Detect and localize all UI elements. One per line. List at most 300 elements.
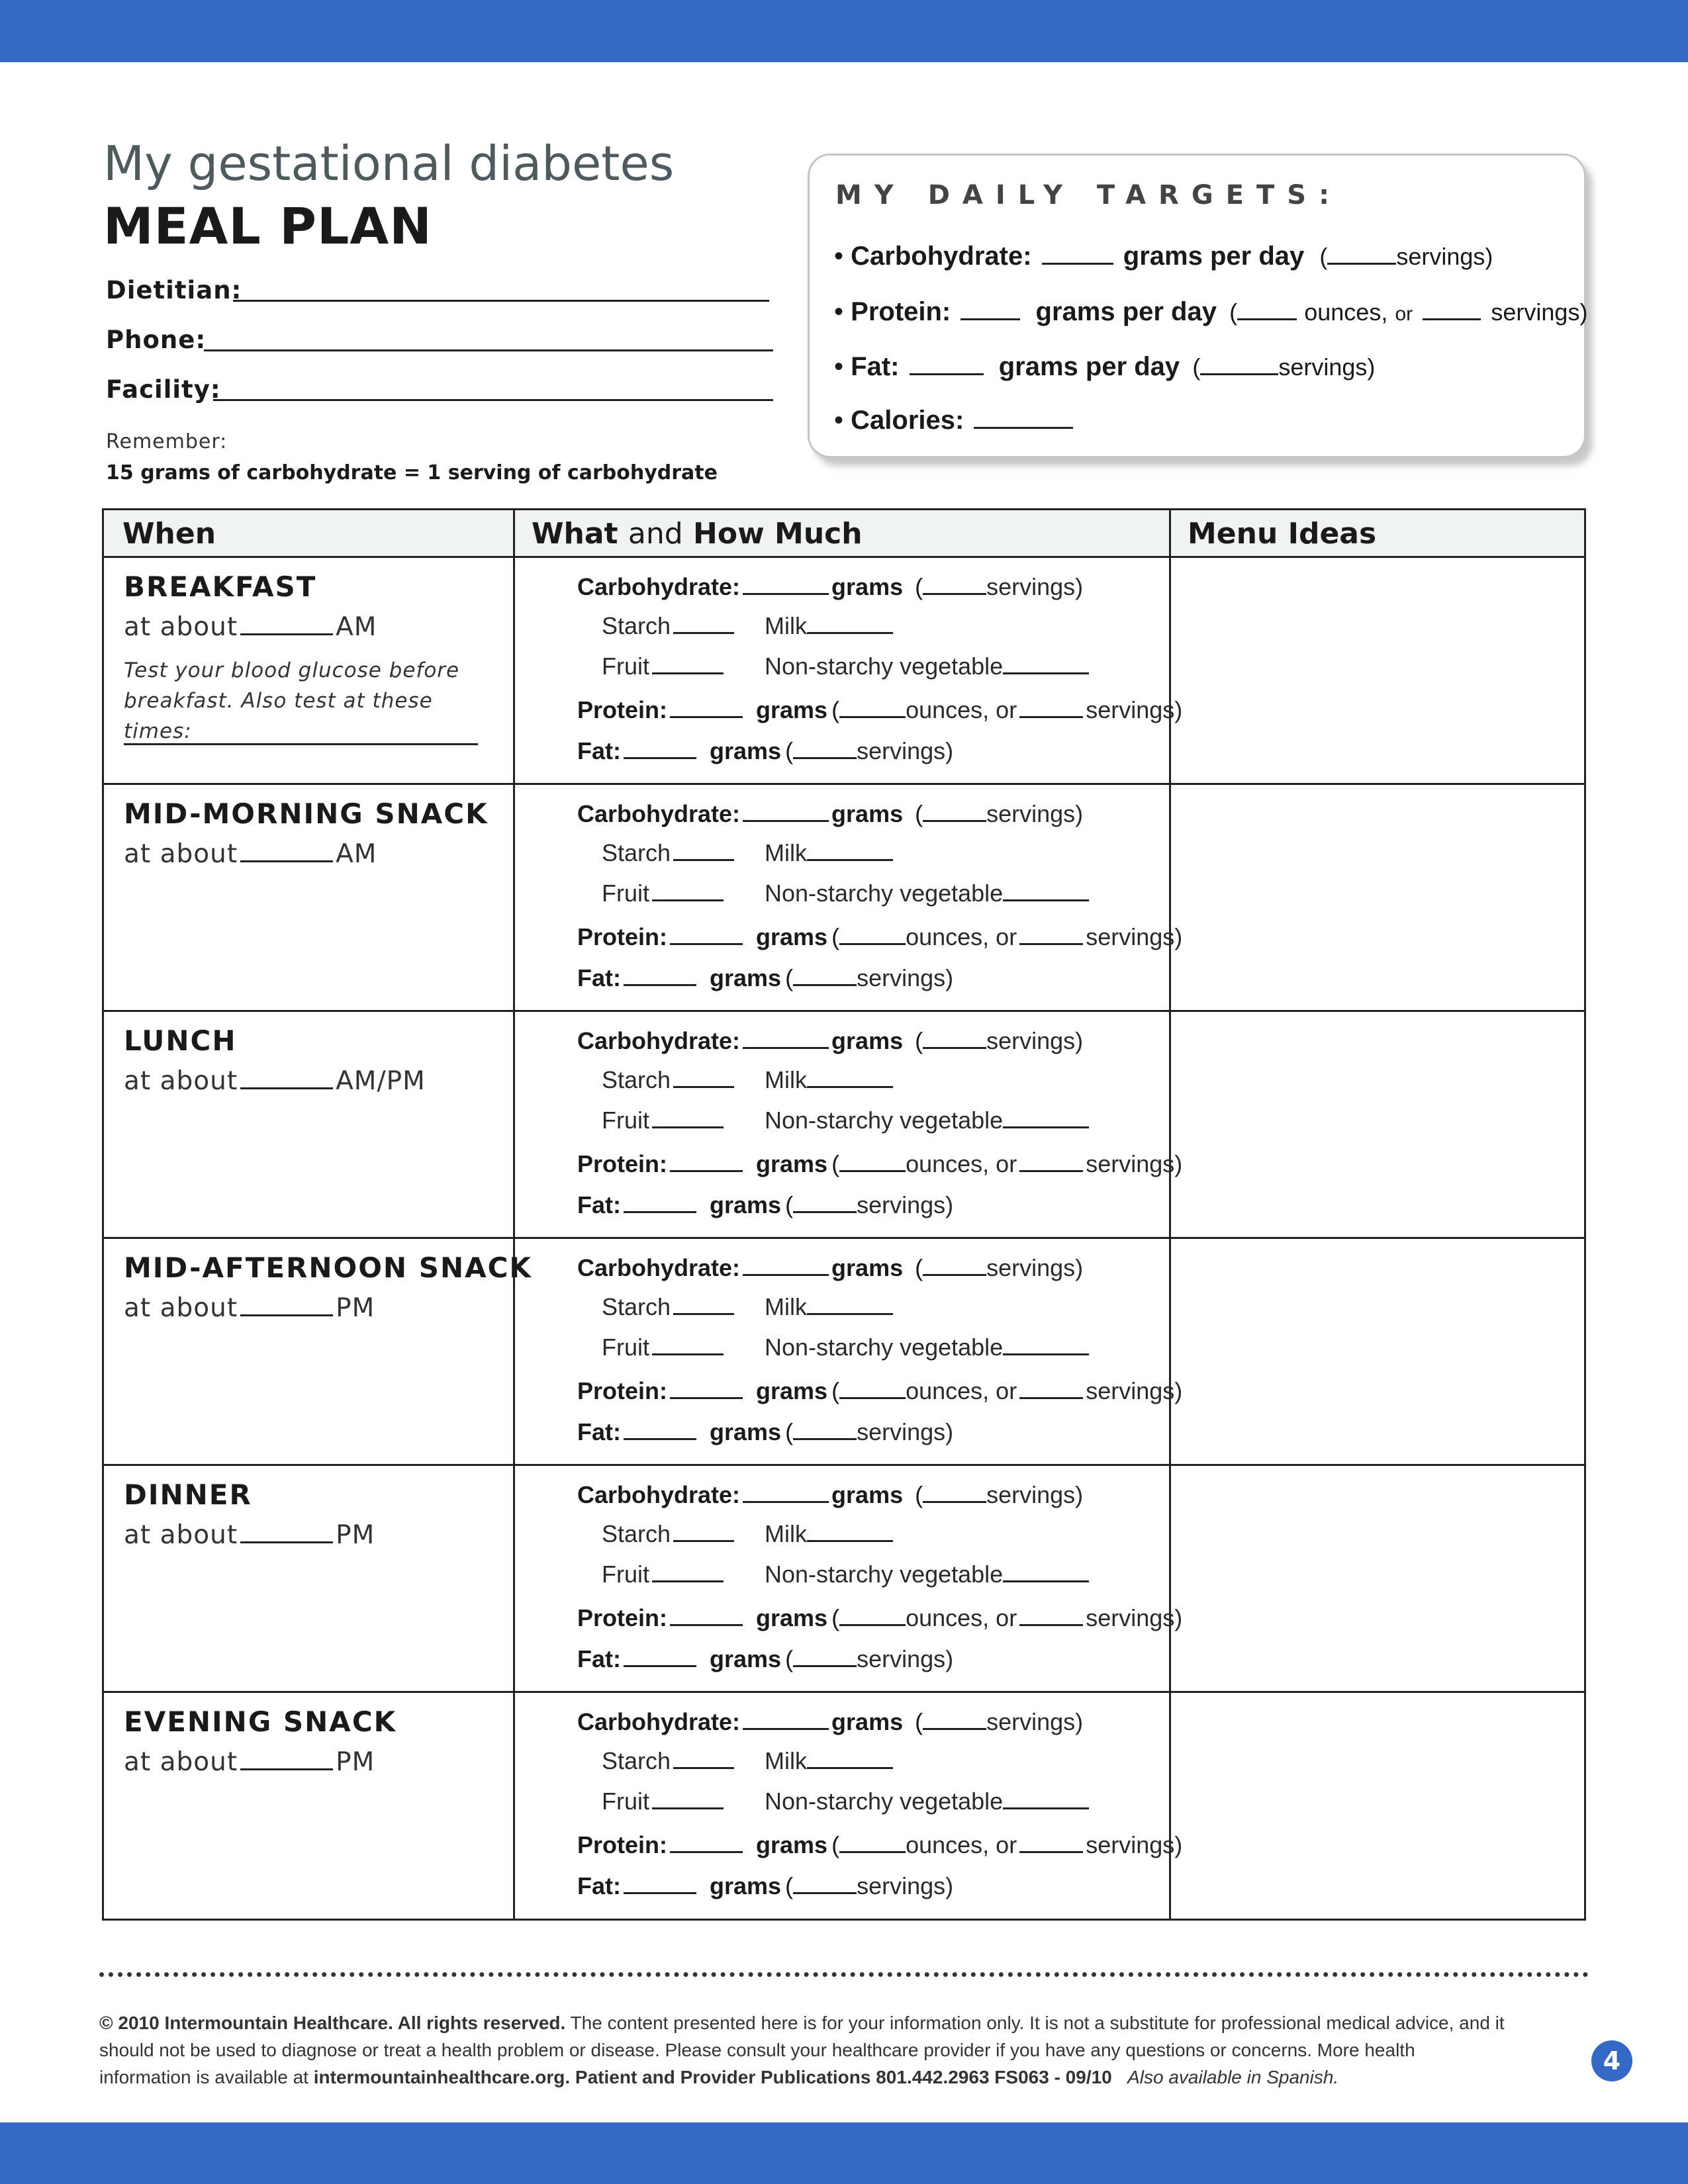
fat-label: Fat: <box>577 1191 621 1218</box>
carb-label: Carbohydrate: <box>577 1481 741 1508</box>
meal-time <box>124 835 377 869</box>
header-when-text: When <box>122 517 216 551</box>
phone-label: Phone: <box>106 326 207 354</box>
top-band <box>0 0 1688 62</box>
protein-grams-field[interactable] <box>670 1600 743 1626</box>
paren: ( <box>915 1708 923 1735</box>
protein-servings-field[interactable] <box>1019 1373 1083 1399</box>
meal-time-field[interactable] <box>240 1516 333 1543</box>
time-prefix: at about <box>124 1520 238 1550</box>
meal-row <box>104 1237 1584 1464</box>
fat-label: Fat: <box>577 1418 621 1445</box>
facility-label: Facility: <box>106 375 221 404</box>
carb-servings-field[interactable] <box>923 1023 986 1049</box>
target-fat-label: Fat: <box>851 352 900 381</box>
servings-label: servings) <box>986 800 1084 827</box>
time-suffix: PM <box>336 1293 375 1323</box>
milk-line <box>765 1289 893 1321</box>
page-number-badge: 4 <box>1591 2040 1632 2081</box>
target-protein-ounces-field[interactable] <box>1237 292 1297 320</box>
test-times-note: Test your blood glucose before breakfast. Also test at these times: <box>124 659 460 743</box>
target-fat-servings-field[interactable] <box>1200 347 1278 375</box>
carb-servings-field[interactable] <box>923 1477 986 1503</box>
or-text: or <box>1395 303 1413 325</box>
daily-targets-title: MY DAILY TARGETS: <box>835 180 1342 210</box>
meal-row <box>104 1691 1584 1918</box>
fat-label: Fat: <box>577 964 621 991</box>
target-calories <box>834 400 1076 435</box>
meal-name: MID-AFTERNOON SNACK <box>124 1251 532 1284</box>
meal-row <box>104 556 1584 783</box>
protein-servings-field[interactable] <box>1019 1827 1083 1853</box>
grams-label: grams <box>831 1027 904 1054</box>
time-prefix: at about <box>124 839 238 869</box>
carb-grams-field[interactable] <box>743 1704 829 1730</box>
protein-line <box>577 919 1182 951</box>
carbohydrate-line <box>577 569 1083 601</box>
remember-label: Remember: <box>106 430 228 453</box>
disclaimer: The content presented here is for your information only. It is not a substitute for professional medical advice, and it should not be used to diagnose or treat a health problem or disease. Please consult your healthcare provider if you have any questions or concerns. More health information is available at <box>99 2013 1505 2087</box>
nonstarchy-line <box>765 876 1089 907</box>
fruit-field[interactable] <box>652 1103 724 1128</box>
meal-name: LUNCH <box>124 1024 237 1057</box>
facility-field[interactable] <box>213 399 773 401</box>
fat-line <box>577 1414 953 1446</box>
starch-label: Starch <box>602 1747 671 1774</box>
protein-servings-field[interactable] <box>1019 1600 1083 1626</box>
fat-grams-field[interactable] <box>624 733 696 759</box>
dietitian-field[interactable] <box>233 300 769 302</box>
nonstarchy-field[interactable] <box>1003 1784 1089 1809</box>
meal-time <box>124 608 377 642</box>
starch-label: Starch <box>602 1520 671 1547</box>
nonstarchy-field[interactable] <box>1003 649 1089 674</box>
grams-label: grams <box>756 1604 828 1631</box>
servings-text: servings) <box>1396 243 1493 270</box>
paren: ( <box>1192 353 1201 381</box>
protein-grams-field[interactable] <box>670 919 743 945</box>
time-suffix: AM/PM <box>336 1066 426 1096</box>
fruit-label: Fruit <box>602 653 649 680</box>
time-suffix: AM <box>336 839 377 869</box>
time-prefix: at about <box>124 1747 238 1777</box>
menu-ideas-cell[interactable] <box>1171 1010 1584 1237</box>
milk-field[interactable] <box>807 835 893 861</box>
protein-line <box>577 1146 1182 1178</box>
grams-label: grams <box>710 737 782 764</box>
menu-ideas-cell[interactable] <box>1171 783 1584 1010</box>
servings-label: servings) <box>857 1191 954 1218</box>
header-how-much-text: How Much <box>693 517 863 551</box>
starch-field[interactable] <box>673 835 734 861</box>
starch-line <box>602 608 737 640</box>
servings-label: servings) <box>857 1645 954 1672</box>
paren: ( <box>915 1481 923 1508</box>
protein-servings-field[interactable] <box>1019 919 1083 945</box>
servings-label: servings) <box>986 1027 1084 1054</box>
protein-ounces-field[interactable] <box>839 1827 906 1853</box>
bullet: • <box>834 242 844 271</box>
paren: ( <box>915 573 923 600</box>
paren: ( <box>831 923 840 950</box>
protein-servings-field[interactable] <box>1019 1146 1083 1172</box>
protein-label: Protein: <box>577 1150 668 1177</box>
starch-field[interactable] <box>673 1289 734 1315</box>
protein-label: Protein: <box>577 1377 668 1404</box>
grams-label: grams <box>710 1872 782 1899</box>
paren: ( <box>785 1418 794 1445</box>
title-line-2: MEAL PLAN <box>103 197 432 255</box>
publications-info: Patient and Provider Publications 801.442.2963 FS063 - 09/10 <box>570 2067 1112 2087</box>
servings-label: servings) <box>986 1708 1084 1735</box>
fat-servings-field[interactable] <box>793 1414 857 1440</box>
time-suffix: PM <box>336 1520 375 1550</box>
fat-grams-field[interactable] <box>624 1641 696 1667</box>
paren: ( <box>785 1872 794 1899</box>
servings-label: servings) <box>857 964 954 991</box>
paren: ( <box>831 1377 840 1404</box>
meal-row <box>104 1010 1584 1237</box>
carb-grams-field[interactable] <box>743 1250 829 1276</box>
fruit-line <box>602 1103 726 1134</box>
meal-name: DINNER <box>124 1479 252 1511</box>
servings-label: servings) <box>986 1254 1084 1281</box>
fruit-field[interactable] <box>652 876 724 901</box>
milk-label: Milk <box>765 612 807 639</box>
target-protein <box>834 292 1587 327</box>
starch-line <box>602 1062 737 1094</box>
servings-label: servings) <box>1086 696 1183 723</box>
protein-grams-field[interactable] <box>670 1146 743 1172</box>
milk-field[interactable] <box>807 608 893 634</box>
target-protein-grams-field[interactable] <box>961 292 1020 320</box>
time-suffix: AM <box>336 612 377 642</box>
time-prefix: at about <box>124 1293 238 1323</box>
target-carb-servings-field[interactable] <box>1327 236 1396 265</box>
servings-label: servings) <box>986 1481 1084 1508</box>
ounces-label: ounces, or <box>906 1831 1017 1858</box>
paren: ( <box>831 1604 840 1631</box>
paren: ( <box>785 964 794 991</box>
grams-label: grams <box>756 923 828 950</box>
fruit-field[interactable] <box>652 1784 724 1809</box>
protein-grams-field[interactable] <box>670 1827 743 1853</box>
header-what-text: What <box>532 517 618 551</box>
fruit-line <box>602 876 726 907</box>
phone-field[interactable] <box>204 349 773 351</box>
grams-label: grams <box>831 1708 904 1735</box>
starch-label: Starch <box>602 1293 671 1320</box>
fruit-field[interactable] <box>652 1330 724 1355</box>
fat-servings-field[interactable] <box>793 1868 857 1894</box>
starch-field[interactable] <box>673 1516 734 1542</box>
paren: ( <box>831 1831 840 1858</box>
fat-grams-field[interactable] <box>624 960 696 986</box>
meal-time-field[interactable] <box>240 835 333 862</box>
target-protein-servings-field[interactable] <box>1423 292 1481 320</box>
nonstarchy-label: Non-starchy vegetable <box>765 1788 1004 1815</box>
fruit-field[interactable] <box>652 1557 724 1582</box>
ounces-label: ounces, or <box>906 1377 1017 1404</box>
starch-label: Starch <box>602 839 671 866</box>
carb-serving-rule: 15 grams of carbohydrate = 1 serving of carbohydrate <box>106 461 718 484</box>
paren: ( <box>785 1645 794 1672</box>
protein-line <box>577 1600 1182 1632</box>
nonstarchy-field[interactable] <box>1003 1557 1089 1582</box>
paren: ( <box>915 1254 923 1281</box>
protein-line <box>577 692 1182 724</box>
menu-ideas-cell[interactable] <box>1171 556 1584 783</box>
time-prefix: at about <box>124 612 238 642</box>
meal-time <box>124 1516 375 1550</box>
carb-grams-field[interactable] <box>743 796 829 822</box>
title-line-1: My gestational diabetes <box>103 136 675 191</box>
target-fat-grams-field[interactable] <box>910 347 984 375</box>
paren: ( <box>915 1027 923 1054</box>
paren: ( <box>831 1150 840 1177</box>
fruit-label: Fruit <box>602 1788 649 1815</box>
paren: ( <box>915 800 923 827</box>
header-and-text: and <box>628 517 683 551</box>
protein-ounces-field[interactable] <box>839 919 906 945</box>
meal-time-field[interactable] <box>240 608 333 635</box>
header-when <box>104 510 513 558</box>
meal-time-field[interactable] <box>240 1743 333 1770</box>
carb-grams-field[interactable] <box>743 1023 829 1049</box>
milk-line <box>765 608 893 640</box>
ounces-label: ounces, or <box>906 1150 1017 1177</box>
nonstarchy-line <box>765 649 1089 680</box>
servings-label: servings) <box>1086 1831 1183 1858</box>
grams-label: grams <box>756 1150 828 1177</box>
meal-name: MID-MORNING SNACK <box>124 797 489 830</box>
protein-label: Protein: <box>577 923 668 950</box>
milk-field[interactable] <box>807 1516 893 1542</box>
ounces-text: ounces, <box>1304 298 1388 326</box>
fruit-line <box>602 1557 726 1588</box>
ounces-label: ounces, or <box>906 1604 1017 1631</box>
fruit-line <box>602 1330 726 1361</box>
fat-line <box>577 1187 953 1219</box>
milk-line <box>765 1743 893 1775</box>
menu-ideas-cell[interactable] <box>1171 1464 1584 1691</box>
protein-ounces-field[interactable] <box>839 1600 906 1626</box>
ounces-label: ounces, or <box>906 923 1017 950</box>
fat-servings-field[interactable] <box>793 733 857 759</box>
carb-label: Carbohydrate: <box>577 1254 741 1281</box>
fat-line <box>577 733 953 765</box>
header-what <box>513 510 1169 558</box>
carb-label: Carbohydrate: <box>577 800 741 827</box>
grams-label: grams <box>756 696 828 723</box>
fat-line <box>577 1868 953 1900</box>
grams-label: grams <box>756 1831 828 1858</box>
protein-ounces-field[interactable] <box>839 1373 906 1399</box>
nonstarchy-label: Non-starchy vegetable <box>765 1107 1004 1134</box>
fruit-field[interactable] <box>652 649 724 674</box>
protein-label: Protein: <box>577 1831 668 1858</box>
dotted-separator <box>99 1972 1589 1977</box>
fat-servings-field[interactable] <box>793 960 857 986</box>
target-carb-unit: grams per day <box>1123 242 1305 271</box>
paren: ( <box>1319 243 1328 270</box>
grams-label: grams <box>831 800 904 827</box>
nonstarchy-label: Non-starchy vegetable <box>765 880 1004 907</box>
servings-label: servings) <box>1086 923 1183 950</box>
servings-label: servings) <box>857 1418 954 1445</box>
target-carbohydrate <box>834 236 1493 271</box>
milk-line <box>765 1516 893 1548</box>
milk-label: Milk <box>765 1520 807 1547</box>
website-link[interactable]: intermountainhealthcare.org. <box>313 2067 571 2087</box>
copyright: © 2010 Intermountain Healthcare. All rights reserved. <box>99 2013 566 2033</box>
carb-servings-field[interactable] <box>923 796 986 822</box>
fat-line <box>577 960 953 992</box>
grams-label: grams <box>831 1481 904 1508</box>
nonstarchy-field[interactable] <box>1003 1330 1089 1355</box>
fruit-label: Fruit <box>602 1334 649 1361</box>
fat-servings-field[interactable] <box>793 1187 857 1213</box>
starch-line <box>602 1289 737 1321</box>
footer-text <box>99 2009 1509 2091</box>
starch-line <box>602 1516 737 1548</box>
meal-time <box>124 1289 375 1323</box>
protein-label: Protein: <box>577 696 668 723</box>
bullet: • <box>834 406 844 435</box>
starch-label: Starch <box>602 612 671 639</box>
protein-label: Protein: <box>577 1604 668 1631</box>
milk-label: Milk <box>765 839 807 866</box>
grams-label: grams <box>710 1645 782 1672</box>
protein-line <box>577 1373 1182 1405</box>
protein-ounces-field[interactable] <box>839 692 906 718</box>
fruit-line <box>602 1784 726 1815</box>
carb-grams-field[interactable] <box>743 569 829 595</box>
grams-label: grams <box>710 1418 782 1445</box>
servings-label: servings) <box>1086 1377 1183 1404</box>
starch-line <box>602 835 737 867</box>
servings-label: servings) <box>1086 1604 1183 1631</box>
fat-grams-field[interactable] <box>624 1187 696 1213</box>
carb-servings-field[interactable] <box>923 1250 986 1276</box>
starch-line <box>602 1743 737 1775</box>
milk-field[interactable] <box>807 1289 893 1315</box>
milk-field[interactable] <box>807 1743 893 1769</box>
target-carb-label: Carbohydrate: <box>851 242 1032 271</box>
nonstarchy-field[interactable] <box>1003 876 1089 901</box>
carbohydrate-line <box>577 1023 1083 1055</box>
dietitian-label: Dietitian: <box>106 276 242 304</box>
spanish-note: Also available in Spanish. <box>1127 2067 1339 2087</box>
menu-ideas-cell[interactable] <box>1171 1691 1584 1918</box>
meal-time <box>124 1743 375 1777</box>
bullet: • <box>834 352 844 381</box>
carbohydrate-line <box>577 1477 1083 1509</box>
nonstarchy-label: Non-starchy vegetable <box>765 1561 1004 1588</box>
carb-servings-field[interactable] <box>923 1704 986 1730</box>
milk-label: Milk <box>765 1293 807 1320</box>
meal-row <box>104 783 1584 1010</box>
milk-field[interactable] <box>807 1062 893 1088</box>
milk-line <box>765 835 893 867</box>
starch-field[interactable] <box>673 1743 734 1769</box>
starch-field[interactable] <box>673 1062 734 1088</box>
fat-label: Fat: <box>577 1872 621 1899</box>
target-protein-unit: grams per day <box>1035 297 1217 326</box>
meal-name: BREAKFAST <box>124 570 317 603</box>
menu-ideas-cell[interactable] <box>1171 1237 1584 1464</box>
fat-label: Fat: <box>577 737 621 764</box>
servings-label: servings) <box>857 737 954 764</box>
meal-time-field[interactable] <box>240 1062 333 1089</box>
fat-servings-field[interactable] <box>793 1641 857 1667</box>
protein-grams-field[interactable] <box>670 692 743 718</box>
fruit-label: Fruit <box>602 1107 649 1134</box>
milk-label: Milk <box>765 1747 807 1774</box>
carb-label: Carbohydrate: <box>577 573 741 600</box>
nonstarchy-field[interactable] <box>1003 1103 1089 1128</box>
protein-ounces-field[interactable] <box>839 1146 906 1172</box>
test-times-field[interactable] <box>124 743 478 745</box>
carb-grams-field[interactable] <box>743 1477 829 1503</box>
target-fat-unit: grams per day <box>998 352 1180 381</box>
fat-grams-field[interactable] <box>624 1868 696 1894</box>
target-carb-grams-field[interactable] <box>1042 236 1113 265</box>
fruit-line <box>602 649 726 680</box>
facility-row <box>106 371 773 404</box>
carb-label: Carbohydrate: <box>577 1027 741 1054</box>
grams-label: grams <box>710 964 782 991</box>
servings-label: servings) <box>857 1872 954 1899</box>
bottom-band <box>0 2122 1688 2184</box>
nonstarchy-label: Non-starchy vegetable <box>765 653 1004 680</box>
meal-plan-table <box>102 508 1586 1921</box>
meal-name: EVENING SNACK <box>124 1706 397 1738</box>
fruit-label: Fruit <box>602 1561 649 1588</box>
nonstarchy-line <box>765 1330 1089 1361</box>
target-calories-field[interactable] <box>974 400 1073 429</box>
servings-text: servings) <box>1278 353 1376 381</box>
nonstarchy-line <box>765 1557 1089 1588</box>
grams-label: grams <box>831 573 904 600</box>
fruit-label: Fruit <box>602 880 649 907</box>
target-calories-label: Calories: <box>851 406 964 435</box>
dietitian-row <box>106 271 769 304</box>
meal-time-field[interactable] <box>240 1289 333 1316</box>
time-suffix: PM <box>336 1747 375 1777</box>
carbohydrate-line <box>577 1250 1083 1282</box>
header-menu-text: Menu Ideas <box>1188 517 1377 551</box>
carb-servings-field[interactable] <box>923 569 986 595</box>
servings-text: servings) <box>1491 298 1588 326</box>
servings-label: servings) <box>986 573 1084 600</box>
starch-label: Starch <box>602 1066 671 1093</box>
carb-label: Carbohydrate: <box>577 1708 741 1735</box>
target-fat <box>834 347 1375 382</box>
protein-grams-field[interactable] <box>670 1373 743 1399</box>
fat-grams-field[interactable] <box>624 1414 696 1440</box>
carbohydrate-line <box>577 1704 1083 1736</box>
fat-label: Fat: <box>577 1645 621 1672</box>
phone-row <box>106 321 773 354</box>
grams-label: grams <box>831 1254 904 1281</box>
meal-row <box>104 1464 1584 1691</box>
starch-field[interactable] <box>673 608 734 634</box>
time-prefix: at about <box>124 1066 238 1096</box>
fat-line <box>577 1641 953 1673</box>
carbohydrate-line <box>577 796 1083 828</box>
protein-servings-field[interactable] <box>1019 692 1083 718</box>
